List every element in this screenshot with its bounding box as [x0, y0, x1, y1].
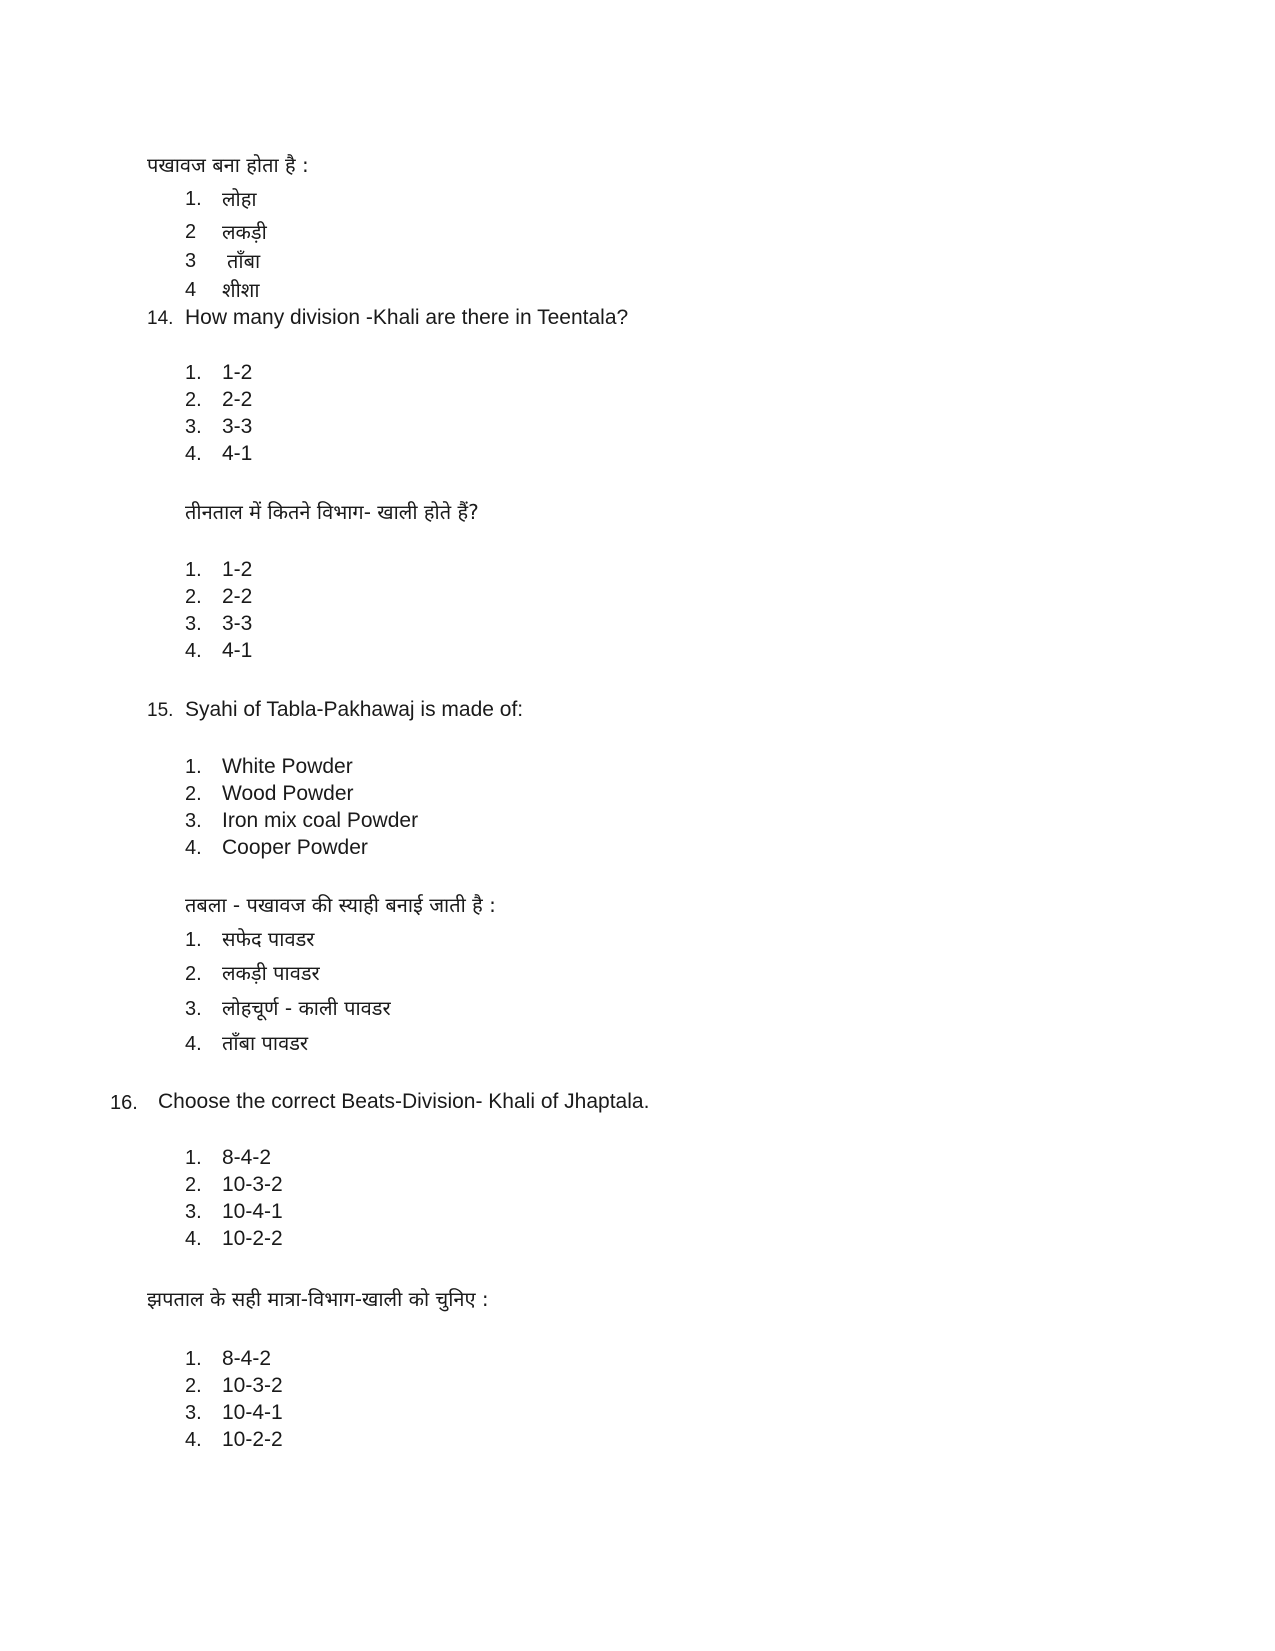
q13-hindi-option-2-number: 2 — [185, 221, 197, 243]
q15-hindi-question: तबला - पखावज की स्याही बनाई जाती है : — [185, 893, 496, 917]
q13-hindi-question: पखावज बना होता है : — [147, 153, 309, 177]
q16-option-4-text: 10-2-2 — [222, 1227, 283, 1250]
q15-hindi-option-1-text: सफेद पावडर — [222, 927, 315, 951]
q16-hindi-option-3-number: 3. — [185, 1402, 202, 1424]
q14-option-3-number: 3. — [185, 416, 202, 438]
q16-hindi-option-4-number: 4. — [185, 1429, 202, 1451]
q16-hindi-option-2-text: 10-3-2 — [222, 1374, 283, 1397]
q15-hindi-option-3-text: लोहचूर्ण - काली पावडर — [222, 996, 391, 1020]
q14-hindi-question: तीनताल में कितने विभाग- खाली होते हैं? — [185, 500, 479, 524]
q16-hindi-option-1-text: 8-4-2 — [222, 1347, 272, 1370]
q15-hindi-option-2-text: लकड़ी पावडर — [222, 961, 320, 985]
q14-question: How many division -Khali are there in Teentala? — [185, 306, 629, 329]
q14-option-1-text: 1-2 — [222, 361, 253, 384]
q14-option-2-number: 2. — [185, 389, 202, 411]
q15-question: Syahi of Tabla-Pakhawaj is made of: — [185, 698, 524, 721]
q14-hindi-option-3-number: 3. — [185, 613, 202, 635]
q16-hindi-option-2-number: 2. — [185, 1375, 202, 1397]
q15-hindi-option-2-number: 2. — [185, 963, 202, 985]
q15-number: 15. — [147, 700, 174, 721]
q13-hindi-option-3-number: 3 — [185, 250, 197, 272]
q16-hindi-option-3-text: 10-4-1 — [222, 1401, 283, 1424]
q13-hindi-option-3-text: ताँबा — [227, 249, 261, 273]
q16-option-1-number: 1. — [185, 1147, 202, 1169]
q16-hindi-option-1-number: 1. — [185, 1348, 202, 1370]
q15-option-2-text: Wood Powder — [222, 782, 354, 805]
q15-option-4-text: Cooper Powder — [222, 836, 368, 859]
q15-hindi-option-3-number: 3. — [185, 998, 202, 1020]
q14-hindi-option-4-number: 4. — [185, 640, 202, 662]
q14-hindi-option-2-text: 2-2 — [222, 585, 253, 608]
q15-hindi-option-4-number: 4. — [185, 1033, 202, 1055]
q14-option-4-text: 4-1 — [222, 442, 253, 465]
q16-hindi-question: झपताल के सही मात्रा-विभाग-खाली को चुनिए : — [147, 1287, 489, 1311]
q15-option-2-number: 2. — [185, 783, 202, 805]
q14-option-1-number: 1. — [185, 362, 202, 384]
q13-hindi-option-1-text: लोहा — [222, 187, 257, 211]
q13-hindi-option-4-text: शीशा — [222, 278, 260, 302]
q16-option-3-text: 10-4-1 — [222, 1200, 283, 1223]
q16-hindi-option-4-text: 10-2-2 — [222, 1428, 283, 1451]
q14-number: 14. — [147, 308, 174, 329]
q15-option-4-number: 4. — [185, 837, 202, 859]
q13-hindi-option-4-number: 4 — [185, 279, 197, 301]
q14-hindi-option-3-text: 3-3 — [222, 612, 253, 635]
q15-option-3-text: Iron mix coal Powder — [222, 809, 419, 832]
q14-option-3-text: 3-3 — [222, 415, 253, 438]
q16-number: 16. — [110, 1092, 138, 1114]
q14-hindi-option-1-text: 1-2 — [222, 558, 253, 581]
q13-hindi-option-2-text: लकड़ी — [222, 220, 267, 244]
q16-option-2-number: 2. — [185, 1174, 202, 1196]
q16-option-4-number: 4. — [185, 1228, 202, 1250]
q16-option-1-text: 8-4-2 — [222, 1146, 272, 1169]
q15-option-3-number: 3. — [185, 810, 202, 832]
q15-hindi-option-1-number: 1. — [185, 929, 202, 951]
q15-option-1-text: White Powder — [222, 755, 353, 778]
q16-option-3-number: 3. — [185, 1201, 202, 1223]
q16-option-2-text: 10-3-2 — [222, 1173, 283, 1196]
q14-hindi-option-2-number: 2. — [185, 586, 202, 608]
q13-hindi-option-1-number: 1. — [185, 188, 202, 210]
q14-option-2-text: 2-2 — [222, 388, 253, 411]
q14-option-4-number: 4. — [185, 443, 202, 465]
q14-hindi-option-4-text: 4-1 — [222, 639, 253, 662]
q16-question: Choose the correct Beats-Division- Khali of Jhaptala. — [158, 1090, 650, 1113]
q15-hindi-option-4-text: ताँबा पावडर — [222, 1031, 309, 1055]
q14-hindi-option-1-number: 1. — [185, 559, 202, 581]
q15-option-1-number: 1. — [185, 756, 202, 778]
